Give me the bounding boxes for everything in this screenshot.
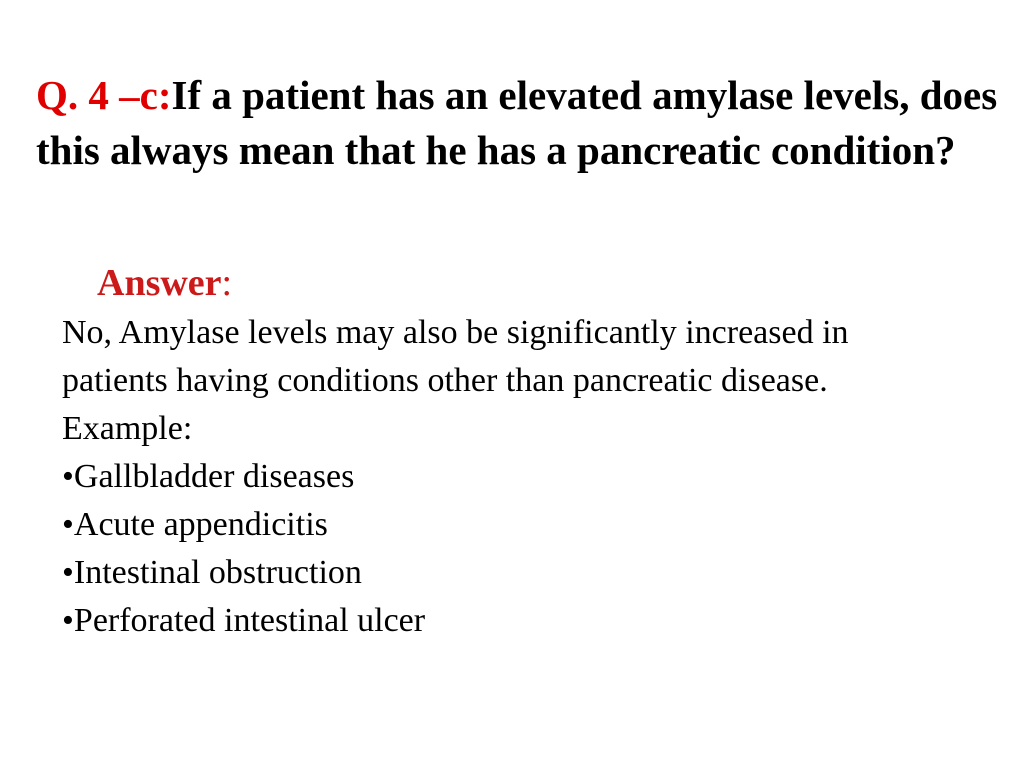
answer-body — [62, 309, 962, 645]
list-item: •Perforated intestinal ulcer — [62, 602, 426, 639]
question-block — [36, 68, 1016, 178]
example-list — [62, 453, 962, 645]
answer-paragraph: No, Amylase levels may also be significantly increased in patients having conditions other than pancreatic disease. — [62, 314, 849, 399]
example-label: Example: — [62, 410, 193, 447]
question-label: Q. 4 –c: — [36, 72, 172, 118]
list-item: •Acute appendicitis — [62, 506, 328, 543]
answer-heading — [97, 258, 232, 308]
answer-label: Answer — [97, 262, 222, 304]
list-item: •Intestinal obstruction — [62, 554, 362, 591]
list-item: •Gallbladder diseases — [62, 458, 355, 495]
question-text: If a patient has an elevated amylase levels, does this always mean that he has a pancreatic condition? — [36, 72, 998, 173]
answer-colon: : — [221, 262, 233, 304]
